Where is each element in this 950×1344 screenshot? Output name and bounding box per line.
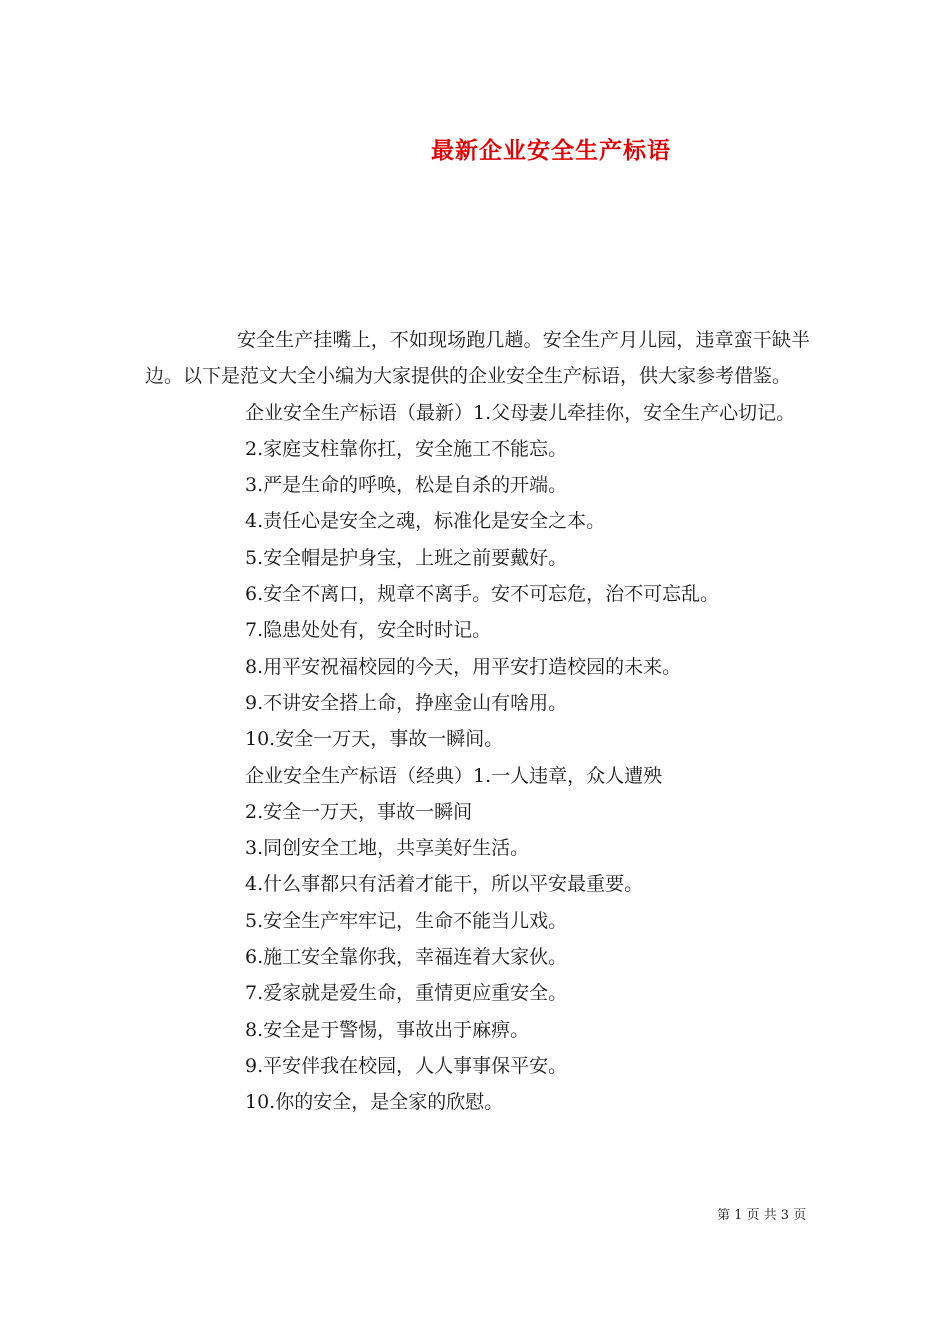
list-item: 10.你的安全，是全家的欣慰。 — [245, 1091, 504, 1114]
list-item: 2.家庭支柱靠你扛，安全施工不能忘。 — [245, 437, 568, 460]
list-item: 3.同创安全工地，共享美好生活。 — [245, 837, 530, 860]
list-item: 6.安全不离口，规章不离手。安不可忘危，治不可忘乱。 — [245, 583, 720, 606]
list-item: 6.施工安全靠你我，幸福连着大家伙。 — [245, 946, 568, 969]
page-number-footer: 第 1 页 共 3 页 — [717, 1208, 807, 1223]
list-item: 7.隐患处处有，安全时时记。 — [245, 619, 492, 642]
list-item: 10.安全一万天，事故一瞬间。 — [245, 728, 504, 751]
list-item: 4.什么事都只有活着才能干，所以平安最重要。 — [245, 873, 644, 896]
document-body — [145, 322, 810, 1121]
intro-paragraph: 安全生产挂嘴上，不如现场跑几趟。安全生产月儿园，违章蛮干缺半边。以下是范文大全小编为大家提供的企业安全生产标语，供大家参考借鉴。 — [145, 329, 810, 388]
document-title: 最新企业安全生产标语 — [431, 137, 671, 164]
list-item: 4.责任心是安全之魂，标准化是安全之本。 — [245, 510, 606, 533]
section1-heading: 企业安全生产标语（最新）1.父母妻儿牵挂你，安全生产心切记。 — [245, 401, 796, 424]
list-item: 2.安全一万天，事故一瞬间 — [245, 800, 473, 823]
list-item: 8.安全是于警惕，事故出于麻痹。 — [245, 1018, 530, 1041]
list-item: 9.不讲安全搭上命，挣座金山有啥用。 — [245, 691, 568, 714]
list-item: 3.严是生命的呼唤，松是自杀的开端。 — [245, 474, 568, 497]
list-item: 5.安全生产牢牢记，生命不能当儿戏。 — [245, 909, 568, 932]
list-item: 5.安全帽是护身宝，上班之前要戴好。 — [245, 546, 568, 569]
list-item: 8.用平安祝福校园的今天，用平安打造校园的未来。 — [245, 655, 682, 678]
list-item: 9.平安伴我在校园，人人事事保平安。 — [245, 1054, 568, 1077]
list-item: 7.爱家就是爱生命，重情更应重安全。 — [245, 982, 568, 1005]
section2-heading: 企业安全生产标语（经典）1.一人违章，众人遭殃 — [245, 764, 663, 787]
